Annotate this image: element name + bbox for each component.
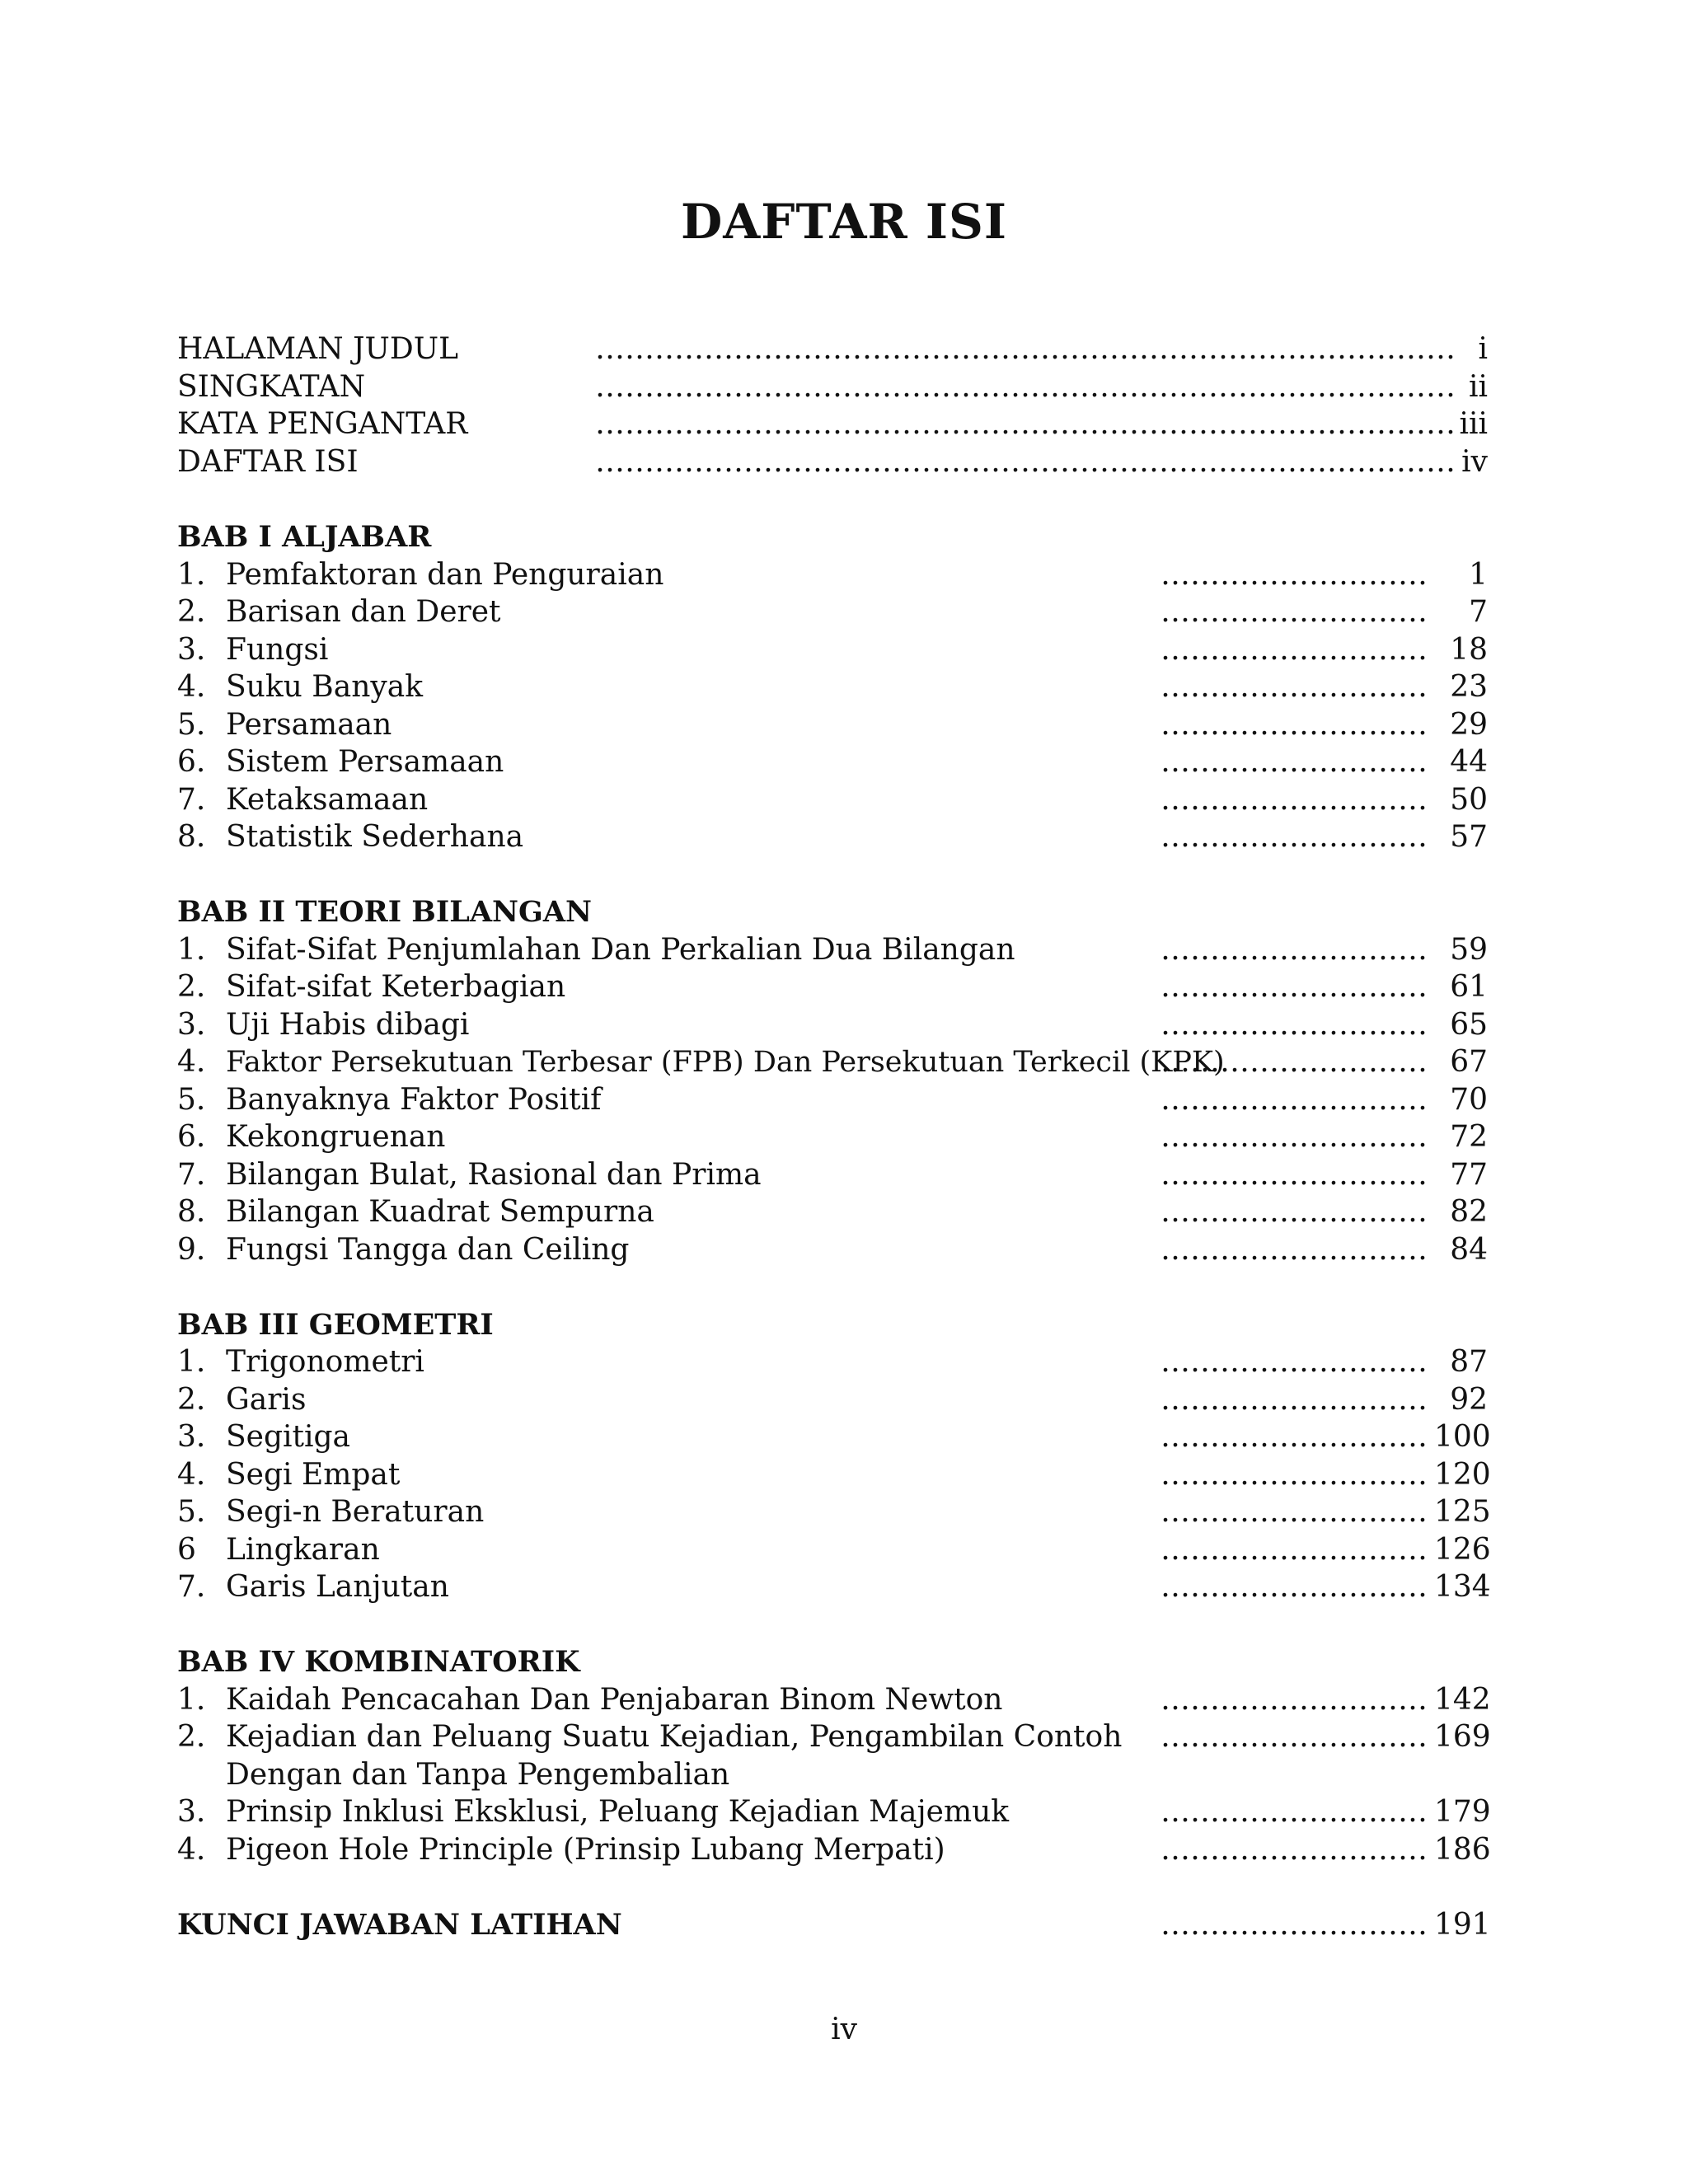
toc-dot-leader: ……………………… xyxy=(1160,633,1428,667)
chapter-heading: BAB III GEOMETRI xyxy=(177,1308,494,1342)
toc-item-title: Segi-n Beraturan xyxy=(226,1495,485,1529)
toc-item-title: Pemfaktoran dan Penguraian xyxy=(226,558,664,592)
toc-page-number: 44 xyxy=(1450,745,1488,779)
toc-item-number: 7. xyxy=(177,1158,206,1192)
toc-dot-leader: ……………………… xyxy=(1160,1683,1428,1717)
toc-item-number: 7. xyxy=(177,1570,206,1604)
toc-page-number: 1 xyxy=(1469,558,1488,592)
toc-front-label: DAFTAR ISI xyxy=(177,445,359,479)
toc-item-number: 2. xyxy=(177,970,206,1004)
toc-item-title: Kejadian dan Peluang Suatu Kejadian, Pengambilan Contoh xyxy=(226,1720,1123,1754)
answer-key-heading: KUNCI JAWABAN LATIHAN xyxy=(177,1908,622,1942)
toc-page-number: 29 xyxy=(1450,708,1488,742)
toc-page-number: iii xyxy=(1459,407,1488,441)
toc-item-title: Faktor Persekutuan Terbesar (FPB) Dan Persekutuan Terkecil (KPK) xyxy=(226,1046,1225,1079)
toc-dot-leader: ……………………… xyxy=(1160,1233,1428,1267)
toc-item-number: 3. xyxy=(177,1008,206,1042)
toc-item-number: 8. xyxy=(177,820,206,854)
toc-item-number: 3. xyxy=(177,1420,206,1454)
toc-dot-leader: ……………………… xyxy=(1160,820,1428,854)
toc-item-title: Pigeon Hole Principle (Prinsip Lubang Merpati) xyxy=(226,1833,945,1867)
toc-page-number: 179 xyxy=(1434,1795,1491,1829)
chapter-heading: BAB I ALJABAR xyxy=(177,520,432,554)
toc-item-number: 2. xyxy=(177,595,206,629)
toc-page-number: 82 xyxy=(1450,1195,1488,1229)
toc-front-label: KATA PENGANTAR xyxy=(177,407,468,441)
toc-item-title: Kekongruenan xyxy=(226,1120,446,1154)
toc-page-number: 186 xyxy=(1434,1833,1491,1867)
toc-page-number: 67 xyxy=(1450,1045,1488,1079)
toc-dot-leader: ……………………… xyxy=(1160,1420,1428,1454)
toc-dot-leader: ……………………… xyxy=(1160,1158,1428,1192)
toc-item-title: Statistik Sederhana xyxy=(226,820,524,854)
toc-dot-leader: ……………………… xyxy=(1160,1570,1428,1604)
toc-dot-leader: ……………………… xyxy=(1160,1195,1428,1229)
page-title: DAFTAR ISI xyxy=(680,194,1007,250)
toc-item-number: 4. xyxy=(177,1458,206,1492)
toc-page-number: 126 xyxy=(1434,1533,1491,1567)
toc-dot-leader: ……………………… xyxy=(1160,933,1428,967)
toc-page-number: 59 xyxy=(1450,933,1488,967)
chapter-heading: BAB II TEORI BILANGAN xyxy=(177,895,593,929)
toc-page-number: 191 xyxy=(1434,1908,1491,1942)
toc-item-title: Persamaan xyxy=(226,708,392,742)
toc-item-title: Fungsi xyxy=(226,633,329,667)
toc-item-title: Fungsi Tangga dan Ceiling xyxy=(226,1233,630,1267)
toc-front-label: SINGKATAN xyxy=(177,370,366,404)
toc-item-number: 6 xyxy=(177,1533,196,1567)
toc-page-number: 142 xyxy=(1434,1683,1491,1717)
toc-page-number: 61 xyxy=(1450,970,1488,1004)
toc-dot-leader: ……………………… xyxy=(1160,1533,1428,1567)
toc-item-number: 1. xyxy=(177,1683,206,1717)
toc-item-title: Barisan dan Deret xyxy=(226,595,501,629)
toc-front-label: HALAMAN JUDUL xyxy=(177,332,458,366)
toc-item-number: 5. xyxy=(177,708,206,742)
toc-dot-leader: ……………………… xyxy=(1160,1383,1428,1417)
toc-item-number: 6. xyxy=(177,1120,206,1154)
toc-item-number: 8. xyxy=(177,1195,206,1229)
toc-page-number: 120 xyxy=(1434,1458,1491,1492)
toc-page-number: iv xyxy=(1461,445,1488,479)
toc-item-number: 7. xyxy=(177,783,206,817)
toc-dot-leader: ……………………… xyxy=(1160,1345,1428,1379)
toc-dot-leader: …………………………………………………………………………… xyxy=(595,445,1456,479)
chapter-heading: BAB IV KOMBINATORIK xyxy=(177,1645,580,1679)
toc-page-number: 134 xyxy=(1434,1570,1491,1604)
toc-item-number: 4. xyxy=(177,1833,206,1867)
toc-page-number: 84 xyxy=(1450,1233,1488,1267)
toc-item-number: 6. xyxy=(177,745,206,779)
footer-page-number: iv xyxy=(831,2013,857,2046)
toc-item-number: 2. xyxy=(177,1720,206,1754)
toc-item-number: 9. xyxy=(177,1233,206,1267)
toc-item-number: 3. xyxy=(177,633,206,667)
toc-page-number: 92 xyxy=(1450,1383,1488,1417)
toc-page-number: ii xyxy=(1468,370,1488,404)
toc-dot-leader: ……………………… xyxy=(1160,1908,1428,1942)
toc-page-number: 87 xyxy=(1450,1345,1488,1379)
toc-page-number: 18 xyxy=(1450,633,1488,667)
toc-item-title: Suku Banyak xyxy=(226,670,424,704)
toc-page-number: 65 xyxy=(1450,1008,1488,1042)
toc-item-title: Bilangan Bulat, Rasional dan Prima xyxy=(226,1158,762,1192)
toc-dot-leader: …………………………………………………………………………… xyxy=(595,370,1456,404)
toc-item-number: 5. xyxy=(177,1495,206,1529)
toc-dot-leader: ……………………… xyxy=(1160,1495,1428,1529)
toc-item-number: 1. xyxy=(177,558,206,592)
toc-item-title: Kaidah Pencacahan Dan Penjabaran Binom Newton xyxy=(226,1683,1003,1717)
toc-dot-leader: ……………………… xyxy=(1160,745,1428,779)
toc-item-title: Lingkaran xyxy=(226,1533,380,1567)
toc-page-number: 23 xyxy=(1450,670,1488,704)
toc-dot-leader: ……………………… xyxy=(1160,1795,1428,1829)
toc-page-number: i xyxy=(1478,332,1488,366)
toc-item-number: 1. xyxy=(177,933,206,967)
toc-item-title: Segi Empat xyxy=(226,1458,401,1492)
toc-dot-leader: ……………………… xyxy=(1160,595,1428,629)
toc-item-title: Banyaknya Faktor Positif xyxy=(226,1083,602,1117)
toc-page-number: 100 xyxy=(1434,1420,1491,1454)
toc-item-number: 4. xyxy=(177,670,206,704)
toc-item-title: Ketaksamaan xyxy=(226,783,429,817)
toc-item-title: Trigonometri xyxy=(226,1345,424,1379)
toc-item-number: 1. xyxy=(177,1345,206,1379)
toc-item-title: Segitiga xyxy=(226,1420,351,1454)
toc-page-number: 70 xyxy=(1450,1083,1488,1117)
toc-dot-leader: ……………………… xyxy=(1160,1833,1428,1867)
toc-page-number: 169 xyxy=(1434,1720,1491,1754)
toc-item-title: Sifat-Sifat Penjumlahan Dan Perkalian Dua Bilangan xyxy=(226,933,1015,967)
toc-dot-leader: ……………………… xyxy=(1160,558,1428,592)
toc-dot-leader: ……………………… xyxy=(1160,1120,1428,1154)
toc-item-number: 2. xyxy=(177,1383,206,1417)
toc-page-number: 50 xyxy=(1450,783,1488,817)
toc-page-number: 125 xyxy=(1434,1495,1491,1529)
toc-dot-leader: ……………………… xyxy=(1160,1045,1428,1079)
toc-dot-leader: ……………………… xyxy=(1160,970,1428,1004)
toc-item-number: 3. xyxy=(177,1795,206,1829)
toc-page-number: 7 xyxy=(1469,595,1488,629)
toc-item-title: Uji Habis dibagi xyxy=(226,1008,470,1042)
toc-item-title: Sistem Persamaan xyxy=(226,745,504,779)
toc-dot-leader: ……………………… xyxy=(1160,783,1428,817)
toc-item-number: 5. xyxy=(177,1083,206,1117)
toc-dot-leader: ……………………… xyxy=(1160,670,1428,704)
toc-item-title-continuation: Dengan dan Tanpa Pengembalian xyxy=(226,1758,730,1792)
toc-item-title: Garis xyxy=(226,1383,307,1417)
toc-page-number: 77 xyxy=(1450,1158,1488,1192)
toc-dot-leader: ……………………… xyxy=(1160,708,1428,742)
toc-item-title: Sifat-sifat Keterbagian xyxy=(226,970,566,1004)
toc-item-number: 4. xyxy=(177,1045,206,1079)
toc-item-title: Bilangan Kuadrat Sempurna xyxy=(226,1195,654,1229)
toc-dot-leader: ……………………… xyxy=(1160,1083,1428,1117)
toc-dot-leader: …………………………………………………………………………… xyxy=(595,407,1456,441)
toc-dot-leader: ……………………… xyxy=(1160,1008,1428,1042)
toc-item-title: Garis Lanjutan xyxy=(226,1570,449,1604)
toc-dot-leader: ……………………… xyxy=(1160,1458,1428,1492)
toc-page-number: 57 xyxy=(1450,820,1488,854)
toc-page-number: 72 xyxy=(1450,1120,1488,1154)
toc-dot-leader: …………………………………………………………………………… xyxy=(595,332,1456,366)
toc-item-title: Prinsip Inklusi Eksklusi, Peluang Kejadian Majemuk xyxy=(226,1795,1010,1829)
toc-dot-leader: ……………………… xyxy=(1160,1720,1428,1754)
